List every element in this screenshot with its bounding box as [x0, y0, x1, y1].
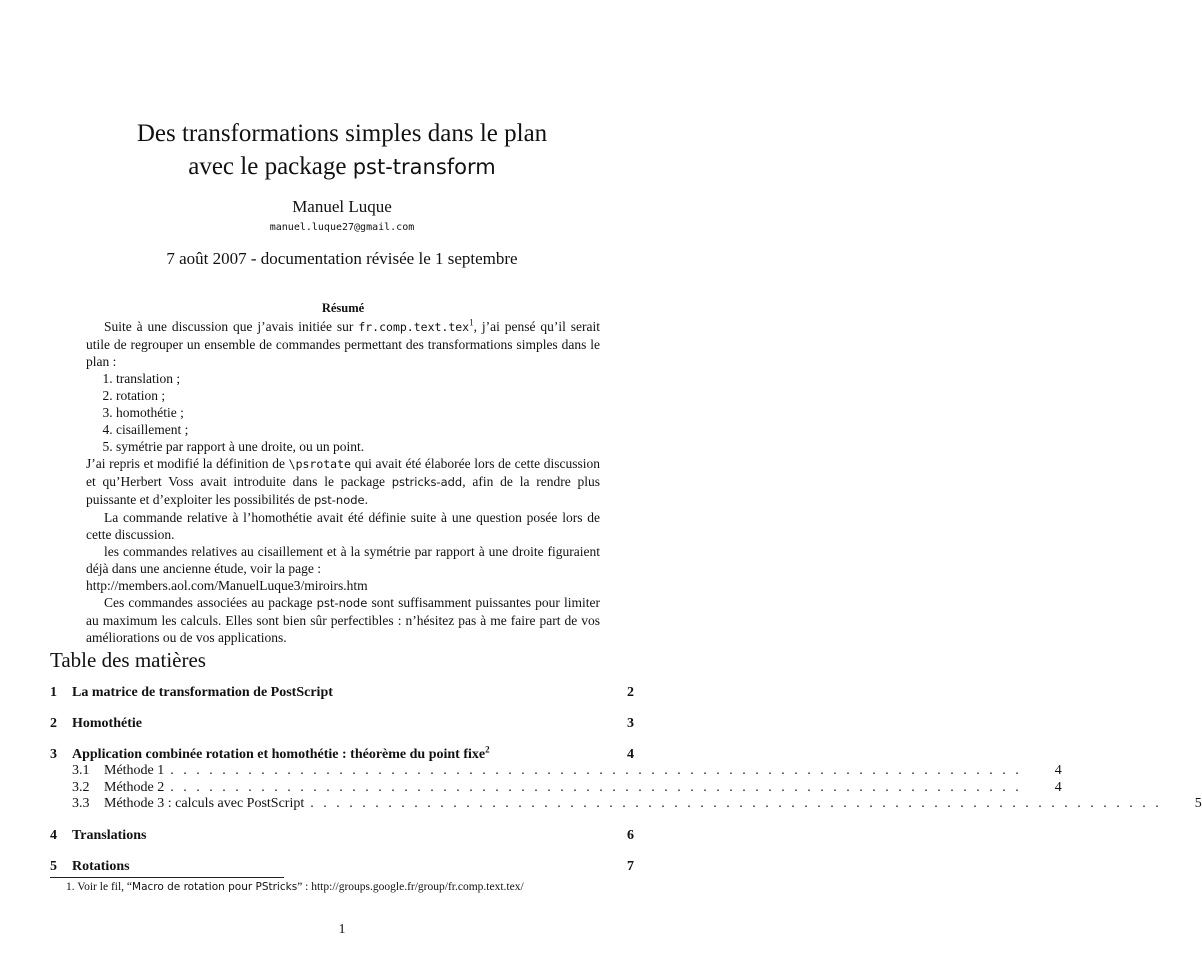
- toc-page: 4: [1054, 763, 1062, 778]
- toc-label: Rotations: [72, 858, 130, 874]
- text: J’ai repris et modifié la définition de: [86, 456, 285, 471]
- title-line-1: Des transformations simples dans le plan: [136, 120, 548, 147]
- toc-leader: . . . . . . . . . . . . . . . . . . . . . . . . . . . . . . . . . . . . . . . . . . . . . . . . . . . . . . . . . . . . . . . . . .: [310, 796, 1162, 811]
- toc-heading: Table des matières: [50, 648, 206, 672]
- abstract-paragraph-1: [86, 318, 600, 370]
- toc-label: Méthode 3 : calculs avec PostScript: [104, 796, 305, 811]
- toc-entry-3-1[interactable]: [50, 763, 1062, 780]
- page-number: 1: [338, 922, 346, 937]
- toc-number: 3.1: [72, 763, 90, 778]
- text: sont suffisamment puissantes pour limiter au maximum les calculs. Elles sont bien sûr perfectibles : n’hésitez pas à me faire part de vos améliorations ou de vos applications.: [86, 595, 601, 645]
- toc-page: 3: [627, 716, 634, 731]
- toc-page: 7: [627, 858, 634, 874]
- toc-number: 3.3: [72, 796, 90, 811]
- toc-entry-3[interactable]: [50, 746, 634, 763]
- list-item: 1. translation ;: [116, 370, 600, 387]
- table-of-contents: [50, 684, 1202, 875]
- author-email[interactable]: manuel.luque27@gmail.com: [269, 222, 415, 233]
- toc-label: La matrice de transformation de PostScript: [72, 685, 333, 700]
- footnote-1: [66, 881, 524, 893]
- newsgroup-code: fr.comp.text.tex: [358, 320, 470, 334]
- text: Suite à une discussion que j’avais initiée sur: [104, 319, 354, 334]
- toc-entry-4[interactable]: [50, 827, 634, 844]
- toc-label: [72, 746, 614, 763]
- url-link[interactable]: http://members.aol.com/ManuelLuque3/miroirs.htm: [86, 578, 368, 593]
- title-prefix: avec le package: [188, 153, 347, 180]
- text: , j’ai pensé qu’il serait utile de regrouper un ensemble de commandes permettant des transformations simples dans le plan :: [86, 319, 600, 369]
- abstract-paragraph-3: La commande relative à l’homothétie avait été définie suite à une question posée lors de cette discussion.: [86, 510, 600, 542]
- toc-page: 6: [627, 827, 634, 843]
- text: 1. Voir le fil, “: [66, 881, 133, 893]
- toc-leader: . . . . . . . . . . . . . . . . . . . . . . . . . . . . . . . . . . . . . . . . . . . . . . . . . . . . . . . . . . . . . . . . . .: [170, 763, 1022, 778]
- package-pstricks-add: pstricks-add: [391, 475, 463, 489]
- text: ” : http://groups.google.fr/group/fr.comp.text.tex/: [297, 881, 524, 893]
- text: qui avait été élaborée lors de cette discussion et qu’Herbert Voss avait introduite dans le package: [86, 456, 600, 489]
- toc-entry-3-3[interactable]: [50, 796, 1202, 813]
- toc-page: 4: [1054, 779, 1062, 795]
- text: .: [364, 492, 368, 507]
- toc-entry-5[interactable]: [50, 858, 634, 875]
- toc-page: 4: [627, 747, 634, 762]
- text: Application combinée rotation et homothétie : théorème du point fixe: [72, 747, 486, 762]
- footnote-ref-2[interactable]: 2: [485, 744, 490, 755]
- list-item: 3. homothétie ;: [116, 404, 600, 421]
- toc-number: 3.2: [72, 779, 90, 795]
- toc-leader: . . . . . . . . . . . . . . . . . . . . . . . . . . . . . . . . . . . . . . . . . . . . . . . . . . . . . . . . . . . . . . . . . .: [170, 779, 1022, 795]
- toc-number: 2: [50, 716, 57, 731]
- toc-label: Méthode 1: [104, 763, 165, 778]
- author-name: Manuel Luque: [292, 197, 392, 216]
- abstract-paragraph-2: [86, 455, 600, 509]
- abstract-paragraph-5: [86, 594, 600, 646]
- toc-entry-1[interactable]: [50, 684, 634, 701]
- toc-label: Méthode 2: [104, 779, 165, 795]
- package-pst-node: pst-node: [313, 493, 365, 507]
- package-name: pst-transform: [352, 155, 496, 179]
- toc-entry-3-2[interactable]: [50, 779, 1062, 797]
- document-title: [0, 117, 684, 184]
- abstract-heading: Résumé: [321, 301, 365, 315]
- toc-number: 4: [50, 827, 57, 843]
- list-item: 4. cisaillement ;: [116, 421, 600, 438]
- abstract: [86, 300, 600, 646]
- toc-number: 1: [50, 685, 57, 700]
- footnote-link-text[interactable]: Macro de rotation pour PStricks: [132, 881, 298, 893]
- toc-label: Translations: [72, 827, 147, 843]
- toc-label: Homothétie: [72, 716, 142, 731]
- abstract-paragraph-4: les commandes relatives au cisaillement et à la symétrie par rapport à une droite figuraient déjà dans une ancienne étude, voir la page :: [86, 544, 600, 576]
- text: , afin de la rendre plus puissante et d’exploiter les possibilités de: [86, 474, 601, 507]
- list-item: 2. rotation ;: [116, 387, 600, 404]
- text: Ces commandes associées au package: [104, 595, 313, 610]
- title-line-2: [0, 150, 684, 184]
- footnote-rule: [50, 877, 284, 878]
- toc-page: 2: [627, 685, 634, 700]
- toc-number: 5: [50, 858, 57, 874]
- package-pst-node: pst-node: [316, 596, 368, 610]
- transformation-list: [86, 370, 600, 455]
- document-date: 7 août 2007 - documentation révisée le 1 septembre: [166, 249, 518, 268]
- footnote-ref-1[interactable]: 1: [469, 317, 474, 328]
- toc-entry-2[interactable]: [50, 715, 634, 732]
- list-item: 5. symétrie par rapport à une droite, ou un point.: [116, 438, 600, 455]
- toc-page: 5: [1194, 796, 1202, 811]
- command-code: \psrotate: [288, 457, 351, 471]
- toc-number: 3: [50, 747, 57, 762]
